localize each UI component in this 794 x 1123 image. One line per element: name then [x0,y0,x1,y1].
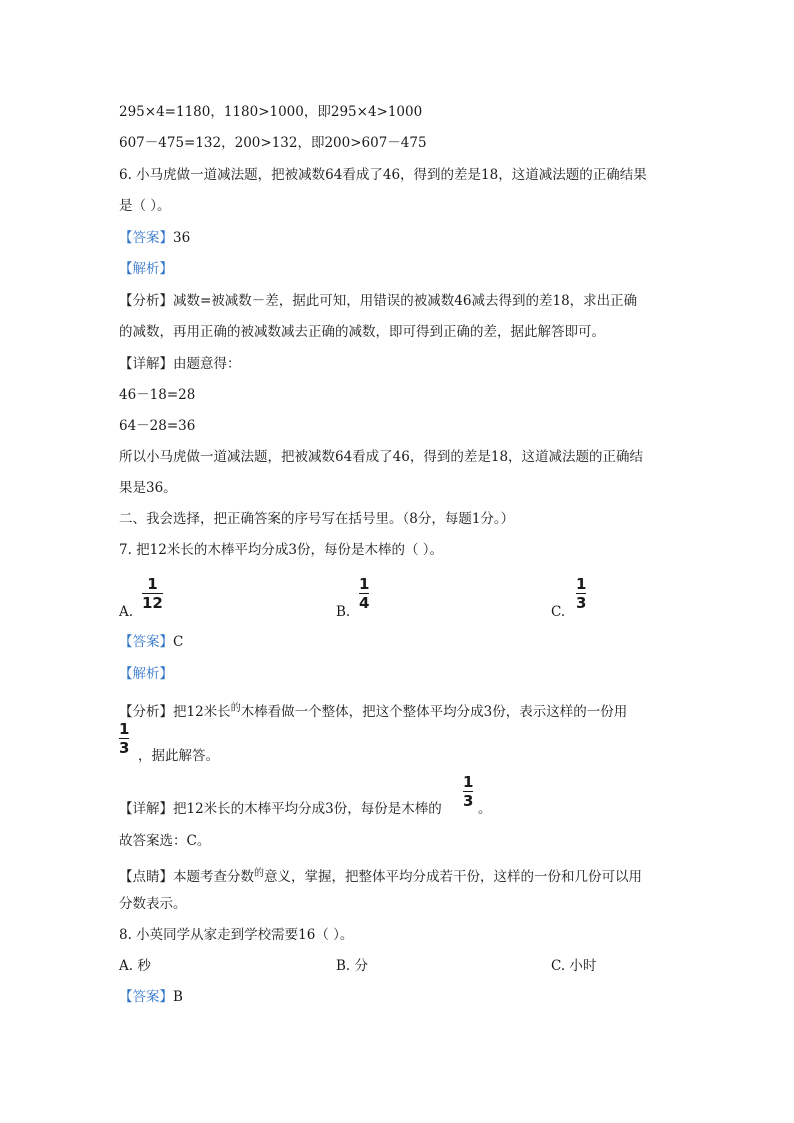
option-c-fraction [576,576,586,611]
answer-8 [119,987,183,1007]
denominator: 12 [142,594,163,612]
numerator: 1 [576,575,587,593]
denominator: 3 [576,594,587,612]
line-calc-607: 607－475=132，200>132，即200>607－475 [119,135,427,151]
question-7: 7. 把12米长的木棒平均分成3份，每份是木棒的（ ）。 [119,542,443,558]
xiangjie-tag: 【详解】 [119,801,173,817]
calc-line-1: 46－18=28 [119,387,196,403]
denominator: 4 [359,594,370,612]
fenxi-7-line1 [119,699,627,722]
fenxi-6-line1 [119,291,637,311]
numerator: 1 [359,575,370,593]
answer-value: C [173,634,184,650]
question-6-line1: 6. 小马虎做一道减法题，把被减数64看成了46，得到的差是18，这道减法题的正确结果 [119,167,647,183]
answer-value: B [173,989,183,1005]
numerator: 1 [463,773,474,791]
answer-7 [119,632,183,652]
numerator: 1 [119,720,130,738]
xiangjie-text: 由题意得： [173,356,241,372]
answer-6 [119,228,190,248]
numerator: 1 [147,575,158,593]
gu-answer-7: 故答案选：C。 [119,833,211,849]
xiangjie-7-end: 。 [478,801,492,817]
answer-tag: 【答案】 [119,230,173,246]
fenxi-7-fraction [119,721,129,756]
section-2-heading: 二、我会选择，把正确答案的序号写在括号里。（8分，每题1分。） [119,511,515,527]
xiangjie-text: 把12米长的木棒平均分成3份，每份是木棒的 [173,801,442,817]
dianjing-post: 意义，掌握，把整体平均分成若干份，这样的一份和几份可以用 [264,869,642,885]
xiangjie-6 [119,354,241,374]
conclusion-6-line2: 果是36。 [119,480,177,496]
q8-option-a: A. 秒 [119,958,151,974]
dianjing-pre: 本题考查分数 [173,869,254,885]
analysis-7-tag: 【解析】 [119,666,173,682]
dianjing-line2: 分数表示。 [119,896,187,912]
analysis-6-tag: 【解析】 [119,261,173,277]
option-a-label: A. [119,604,134,620]
question-6-line2: 是（ ）。 [119,198,171,214]
denominator: 3 [463,792,474,810]
fenxi-text-post: 木棒看做一个整体，把这个整体平均分成3份，表示这样的一份用 [240,704,628,720]
question-8: 8. 小英同学从家走到学校需要16（ ）。 [119,927,354,943]
denominator: 3 [119,739,130,757]
fenxi-de: 的 [230,703,241,714]
line-calc-295: 295×4=1180，1180>1000，即295×4>1000 [119,104,423,120]
option-b-label: B. [336,604,351,620]
q8-option-c: C. 小时 [551,958,597,974]
fenxi-7-tail: ，据此解答。 [138,748,219,764]
dianjing-tag: 【点睛】 [119,869,173,885]
answer-tag: 【答案】 [119,989,173,1005]
calc-line-2: 64－28=36 [119,418,196,434]
answer-tag: 【答案】 [119,634,173,650]
fenxi-tag: 【分析】 [119,293,173,309]
xiangjie-tag: 【详解】 [119,356,173,372]
conclusion-6-line1: 所以小马虎做一道减法题，把被减数64看成了46，得到的差是18，这道减法题的正确结 [119,449,644,465]
fenxi-text: 减数=被减数－差，据此可知，用错误的被减数46减去得到的差18，求出正确 [173,293,638,309]
answer-value: 36 [173,230,191,246]
fenxi-text-pre: 把12米长 [173,704,231,720]
option-a-fraction [142,576,163,611]
xiangjie-7-fraction [463,774,473,809]
option-b-fraction [359,576,369,611]
dianjing-de: 的 [254,868,264,879]
q8-option-b: B. 分 [336,958,369,974]
option-c-label: C. [551,604,566,620]
dianjing-line1 [119,864,642,887]
fenxi-tag: 【分析】 [119,704,173,720]
xiangjie-7 [119,799,442,819]
fenxi-6-line2: 的减数，再用正确的被减数减去正确的减数，即可得到正确的差，据此解答即可。 [119,324,605,340]
